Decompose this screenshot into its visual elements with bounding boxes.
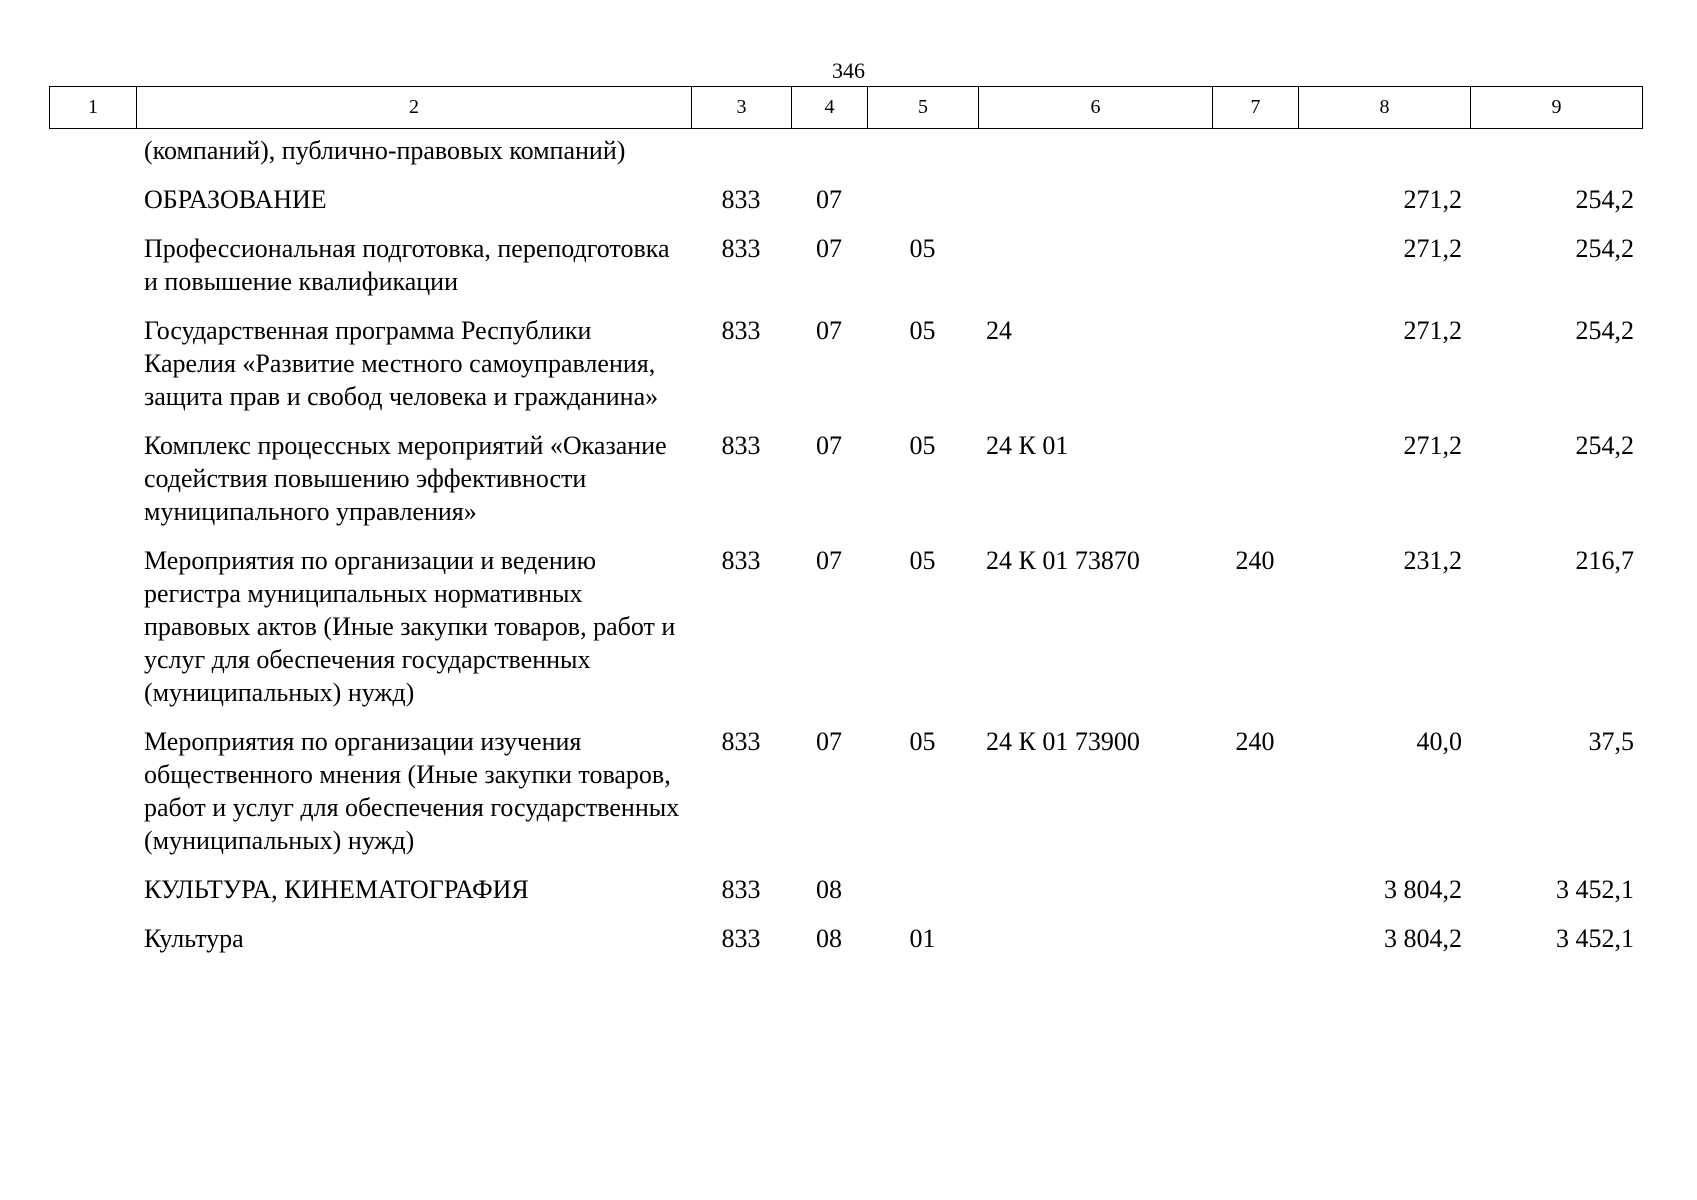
cell-sum-2: 254,2 (1575, 185, 1634, 214)
cell-sum-2 (1470, 134, 1642, 183)
cell-sum-1: 231,2 (1403, 546, 1462, 575)
table-row (49, 922, 1642, 971)
cell-name: ОБРАЗОВАНИЕ (144, 185, 327, 214)
cell-col1 (49, 544, 136, 725)
cell-target-article (978, 232, 1212, 314)
cell-name: Культура (144, 924, 244, 953)
cell-subsection (867, 873, 978, 922)
cell-col1 (49, 232, 136, 314)
cell-sum-2: 254,2 (1575, 431, 1634, 460)
cell-subsection: 05 (909, 546, 936, 575)
cell-subsection: 05 (909, 316, 936, 345)
table-row (49, 134, 1642, 183)
cell-col1 (49, 725, 136, 873)
cell-target-article (978, 873, 1212, 922)
cell-expense-type (1212, 134, 1298, 183)
table-row (49, 429, 1642, 544)
cell-sum-1: 3 804,2 (1384, 924, 1462, 953)
cell-col1 (49, 922, 136, 971)
cell-subsection: 05 (909, 431, 936, 460)
header-col-7: 7 (1213, 87, 1299, 129)
table-row (49, 544, 1642, 725)
header-col-3: 3 (692, 87, 792, 129)
cell-section: 08 (816, 924, 842, 953)
cell-target-article (978, 134, 1212, 183)
header-col-6: 6 (979, 87, 1213, 129)
cell-name: Комплекс процессных мероприятий «Оказание содействия повышению эффективности муниципального управления» (144, 431, 667, 526)
table-row (49, 314, 1642, 429)
cell-section: 07 (816, 727, 842, 756)
cell-admin-code: 833 (721, 185, 761, 214)
cell-sum-1: 271,2 (1403, 431, 1462, 460)
cell-section: 07 (816, 546, 842, 575)
header-col-4: 4 (792, 87, 868, 129)
cell-admin-code: 833 (721, 546, 761, 575)
cell-expense-type (1212, 429, 1298, 544)
cell-admin-code (691, 134, 791, 183)
cell-admin-code: 833 (721, 924, 761, 953)
cell-target-article (978, 183, 1212, 232)
cell-expense-type (1212, 314, 1298, 429)
cell-subsection (867, 134, 978, 183)
cell-expense-type (1212, 183, 1298, 232)
cell-col1 (49, 314, 136, 429)
header-col-1: 1 (50, 87, 137, 129)
cell-section: 07 (816, 234, 842, 263)
cell-name: Мероприятия по организации изучения общественного мнения (Иные закупки товаров, работ и услуг для обеспечения государственных (муниципальных) нужд) (144, 727, 680, 855)
cell-sum-2: 3 452,1 (1556, 924, 1634, 953)
table-row (49, 183, 1642, 232)
cell-section: 07 (816, 431, 842, 460)
table-row (49, 232, 1642, 314)
cell-subsection: 01 (909, 924, 936, 953)
column-number-header (49, 86, 1643, 129)
cell-name: КУЛЬТУРА, КИНЕМАТОГРАФИЯ (144, 875, 529, 904)
cell-subsection: 05 (909, 727, 936, 756)
header-col-8: 8 (1299, 87, 1471, 129)
cell-sum-2: 254,2 (1575, 234, 1634, 263)
cell-expense-type (1212, 232, 1298, 314)
cell-sum-1 (1298, 134, 1470, 183)
cell-admin-code: 833 (721, 316, 761, 345)
cell-sum-1: 3 804,2 (1384, 875, 1462, 904)
cell-col1 (49, 429, 136, 544)
cell-col1 (49, 873, 136, 922)
cell-admin-code: 833 (721, 234, 761, 263)
cell-sum-2: 254,2 (1575, 316, 1634, 345)
header-col-9: 9 (1471, 87, 1643, 129)
cell-sum-1: 271,2 (1403, 316, 1462, 345)
cell-expense-type: 240 (1235, 546, 1275, 575)
cell-admin-code: 833 (721, 875, 761, 904)
header-col-5: 5 (868, 87, 979, 129)
cell-expense-type (1212, 922, 1298, 971)
cell-section: 08 (816, 875, 842, 904)
header-col-2: 2 (137, 87, 692, 129)
cell-expense-type (1212, 873, 1298, 922)
cell-subsection: 05 (909, 234, 936, 263)
cell-name: Государственная программа Республики Карелия «Развитие местного самоуправления, защита прав и свобод человека и гражданина» (144, 316, 659, 411)
table-row (49, 873, 1642, 922)
cell-subsection (867, 183, 978, 232)
cell-sum-2: 37,5 (1588, 727, 1634, 756)
page-number: 346 (832, 58, 865, 83)
cell-sum-1: 40,0 (1416, 727, 1462, 756)
cell-target-article: 24 К 01 (986, 431, 1069, 460)
cell-sum-1: 271,2 (1403, 234, 1462, 263)
cell-target-article: 24 К 01 73900 (986, 727, 1140, 756)
cell-name: (компаний), публично-правовых компаний) (144, 136, 626, 165)
cell-section: 07 (816, 316, 842, 345)
cell-sum-2: 216,7 (1575, 546, 1634, 575)
cell-admin-code: 833 (721, 727, 761, 756)
cell-admin-code: 833 (721, 431, 761, 460)
cell-target-article: 24 К 01 73870 (986, 546, 1140, 575)
cell-name: Мероприятия по организации и ведению регистра муниципальных нормативных правовых актов (Иные закупки товаров, работ и услуг для обеспечения государственных (муниципальных) нужд) (144, 546, 676, 707)
cell-expense-type: 240 (1235, 727, 1275, 756)
cell-target-article: 24 (986, 316, 1012, 345)
cell-col1 (49, 183, 136, 232)
cell-name: Профессиональная подготовка, переподготовка и повышение квалификации (144, 234, 670, 296)
cell-section: 07 (816, 185, 842, 214)
cell-sum-2: 3 452,1 (1556, 875, 1634, 904)
budget-table (49, 134, 1642, 971)
table-row (49, 725, 1642, 873)
cell-col1 (49, 134, 136, 183)
cell-section (791, 134, 867, 183)
cell-target-article (978, 922, 1212, 971)
cell-sum-1: 271,2 (1403, 185, 1462, 214)
